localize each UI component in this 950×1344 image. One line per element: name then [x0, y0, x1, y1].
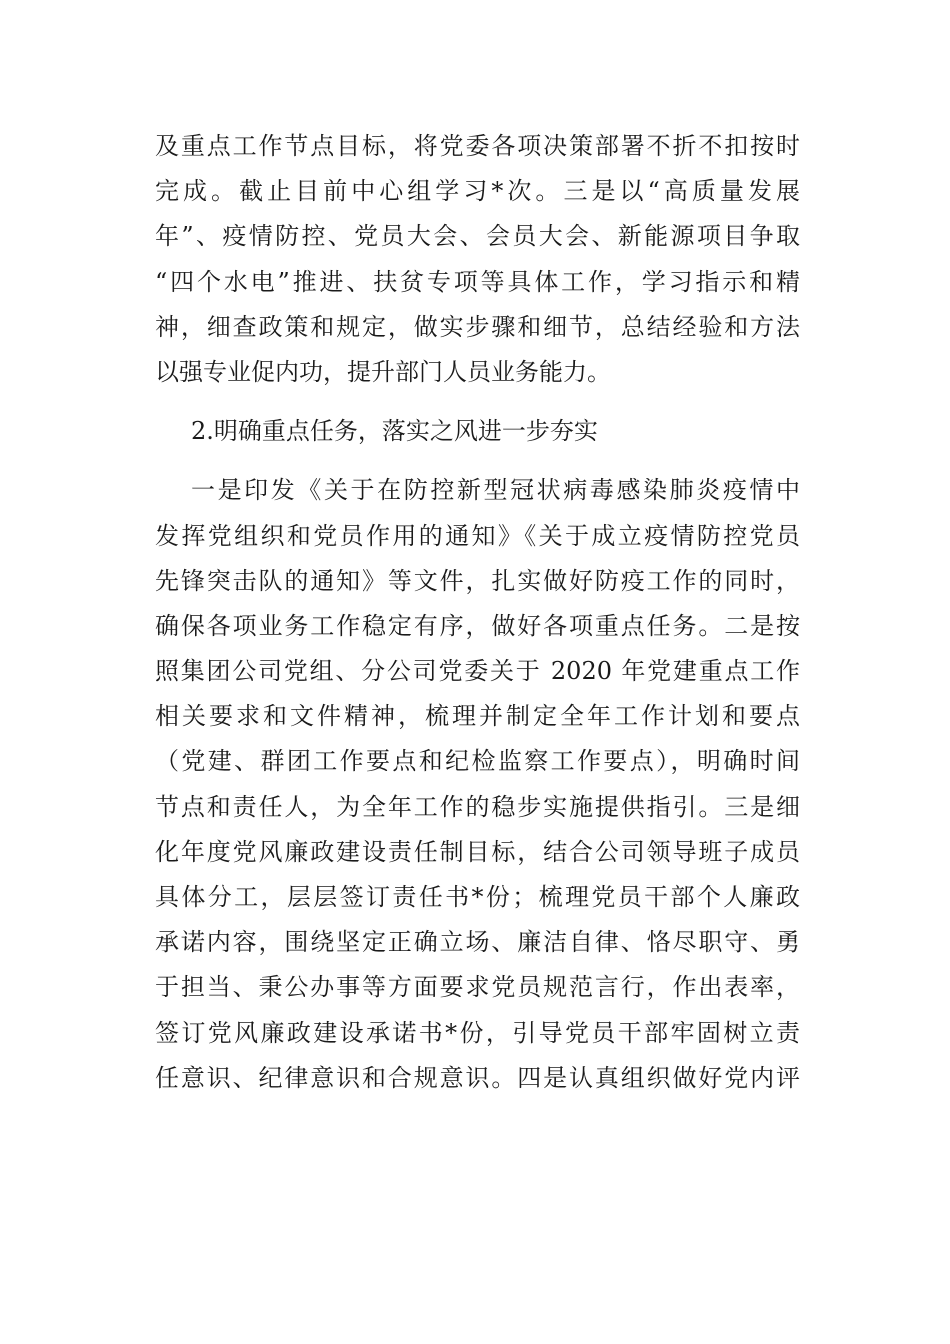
text-line: 以强专业促内功，提升部门人员业务能力。 — [155, 357, 611, 386]
text-line: 确保各项业务工作稳定有序，做好各项重点任务。二是按 — [155, 611, 800, 640]
text-line: 神，细查政策和规定，做实步骤和细节，总结经验和方法 — [155, 312, 800, 341]
text-line: 具体分工，层层签订责任书*份；梳理党员干部个人廉政 — [155, 883, 800, 911]
text-line: 完成。截止目前中心组学习*次。三是以“高质量发展 — [155, 177, 800, 206]
paragraph-spacer — [155, 454, 800, 468]
text-line: 相关要求和文件精神，梳理并制定全年工作计划和要点 — [155, 702, 800, 731]
text-line: 先锋突击队的通知》等文件，扎实做好防疫工作的同时， — [155, 566, 800, 595]
text-line: “四个水电”推进、扶贫专项等具体工作，学习指示和精 — [155, 267, 800, 296]
text-line: 于担当、秉公办事等方面要求党员规范言行，作出表率， — [155, 973, 800, 1002]
text-line: 一是印发《关于在防控新型冠状病毒感染肺炎疫情中 — [191, 476, 800, 505]
text-line: （党建、群团工作要点和纪检监察工作要点），明确时间 — [155, 747, 800, 776]
text-line: 年”、疫情防控、党员大会、会员大会、新能源项目争取 — [155, 222, 800, 251]
document-body — [155, 124, 800, 1101]
paragraph-1 — [155, 124, 800, 395]
text-line: 任意识、纪律意识和合规意识。四是认真组织做好党内评 — [155, 1063, 800, 1092]
text-line: 照集团公司党组、分公司党委关于 2020 年党建重点工作 — [155, 657, 800, 686]
heading-text: 2.明确重点任务，落实之风进一步夯实 — [191, 417, 598, 446]
paragraph-spacer — [155, 395, 800, 409]
text-line: 化年度党风廉政建设责任制目标，结合公司领导班子成员 — [155, 837, 800, 866]
paragraph-2 — [155, 468, 800, 1101]
section-heading — [155, 409, 800, 454]
text-line: 及重点工作节点目标，将党委各项决策部署不折不扣按时 — [155, 132, 800, 160]
text-line: 签订党风廉政建设承诺书*份，引导党员干部牢固树立责 — [155, 1018, 800, 1047]
text-line: 承诺内容，围绕坚定正确立场、廉洁自律、恪尽职守、勇 — [155, 928, 800, 957]
text-line: 发挥党组织和党员作用的通知》《关于成立疫情防控党员 — [155, 521, 800, 550]
text-line: 节点和责任人，为全年工作的稳步实施提供指引。三是细 — [155, 792, 800, 821]
